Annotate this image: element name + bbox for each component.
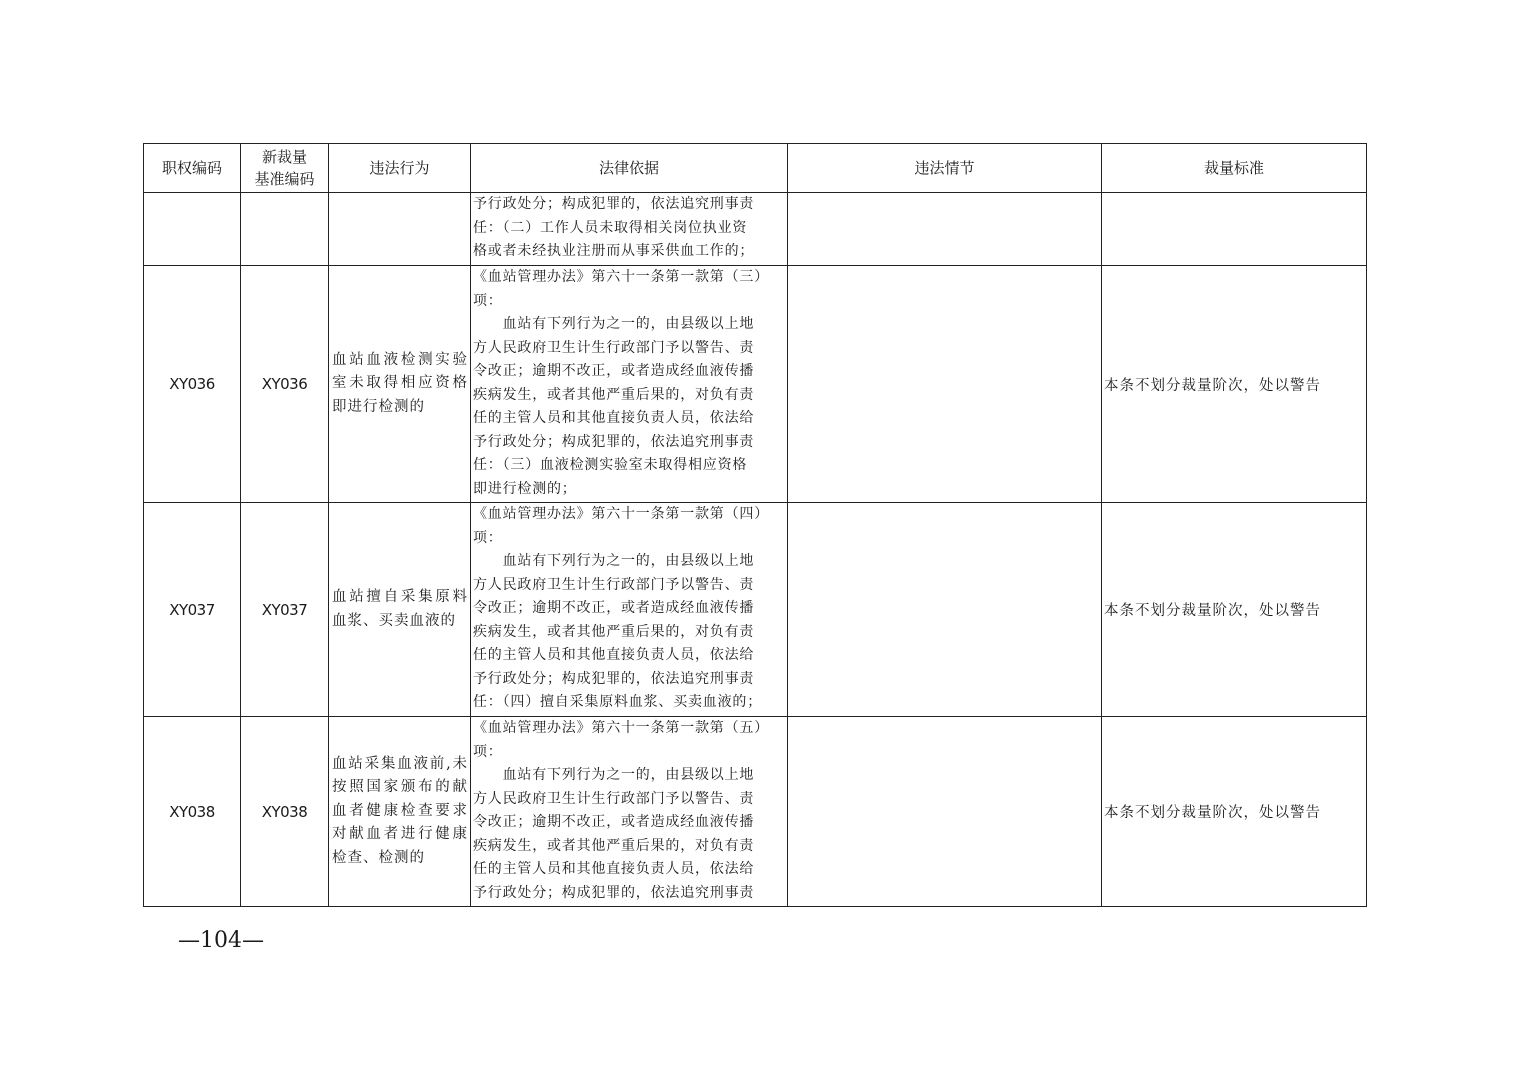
cell-new-code: [241, 193, 329, 266]
cell-basis: [471, 193, 788, 266]
basis-line: 任：（二）工作人员未取得相关岗位执业资: [473, 219, 748, 236]
cell-act: 血站擅自采集原料血浆、买卖血液的: [329, 503, 471, 717]
cell-circumstance: [788, 266, 1102, 503]
basis-line: 项：: [473, 529, 503, 546]
header-code: 职权编码: [144, 144, 241, 193]
cell-code: XY037: [144, 503, 241, 717]
cell-circumstance: [788, 193, 1102, 266]
penalty-discretion-table: [143, 143, 1367, 907]
basis-line: 令改正；逾期不改正，或者造成经血液传播: [473, 814, 755, 830]
cell-act: [329, 193, 471, 266]
basis-line: 令改正；逾期不改正，或者造成经血液传播: [473, 600, 755, 616]
basis-line: 血站有下列行为之一的，由县级以上地: [473, 553, 755, 569]
cell-basis: [471, 717, 788, 907]
cell-standard: 本条不划分裁量阶次，处以警告: [1102, 266, 1367, 503]
basis-line: 予行政处分；构成犯罪的，依法追究刑事责: [473, 670, 755, 687]
basis-line: 予行政处分；构成犯罪的，依法追究刑事责: [473, 196, 755, 212]
header-new-code-line1: 新裁量: [261, 148, 307, 166]
basis-line: 疾病发生，或者其他严重后果的，对负有责: [473, 623, 755, 640]
cell-act: 血站血液检测实验室未取得相应资格即进行检测的: [329, 266, 471, 503]
cell-act: 血站采集血液前,未按照国家颁布的献血者健康检查要求对献血者进行健康检查、检测的: [329, 717, 471, 907]
basis-line: 《血站管理办法》第六十一条第一款第（三）: [473, 269, 769, 285]
cell-basis: [471, 503, 788, 717]
table-row: [144, 503, 1367, 717]
table-body: [144, 193, 1367, 907]
cell-new-code: XY038: [241, 717, 329, 907]
cell-basis: [471, 266, 788, 503]
table-row: [144, 717, 1367, 907]
basis-line: 《血站管理办法》第六十一条第一款第（五）: [473, 720, 769, 736]
basis-line: 血站有下列行为之一的，由县级以上地: [473, 316, 755, 332]
header-new-code-line2: 基准编码: [254, 170, 315, 188]
cell-standard: 本条不划分裁量阶次，处以警告: [1102, 503, 1367, 717]
basis-line: 予行政处分；构成犯罪的，依法追究刑事责: [473, 433, 755, 450]
cell-new-code: XY036: [241, 266, 329, 503]
table-row: [144, 193, 1367, 266]
cell-standard: [1102, 193, 1367, 266]
header-act: 违法行为: [329, 144, 471, 193]
basis-line: 任：（三）血液检测实验室未取得相应资格: [473, 457, 748, 473]
basis-line: 任的主管人员和其他直接负责人员，依法给: [473, 647, 755, 663]
basis-line: 项：: [473, 292, 503, 309]
basis-line: 令改正；逾期不改正，或者造成经血液传播: [473, 363, 755, 379]
basis-line: 予行政处分；构成犯罪的，依法追究刑事责: [473, 884, 755, 901]
table-header-row: [144, 144, 1367, 193]
page-number: —104—: [178, 928, 264, 953]
cell-code: XY036: [144, 266, 241, 503]
basis-line: 血站有下列行为之一的，由县级以上地: [473, 767, 755, 783]
table-row: [144, 266, 1367, 503]
basis-line: 任的主管人员和其他直接负责人员，依法给: [473, 861, 755, 877]
basis-line: 方人民政府卫生计生行政部门予以警告、责: [473, 339, 755, 356]
basis-line: 任：（四）擅自采集原料血浆、买卖血液的；: [473, 694, 762, 710]
cell-standard: 本条不划分裁量阶次，处以警告: [1102, 717, 1367, 907]
cell-circumstance: [788, 503, 1102, 717]
basis-line: 任的主管人员和其他直接负责人员，依法给: [473, 410, 755, 426]
basis-line: 即进行检测的；: [473, 480, 577, 497]
basis-line: 疾病发生，或者其他严重后果的，对负有责: [473, 386, 755, 403]
basis-line: 格或者未经执业注册而从事采供血工作的；: [473, 243, 755, 259]
header-new-code: [241, 144, 329, 193]
basis-line: 疾病发生，或者其他严重后果的，对负有责: [473, 837, 755, 854]
header-standard: 裁量标准: [1102, 144, 1367, 193]
header-basis: 法律依据: [471, 144, 788, 193]
basis-line: 项：: [473, 743, 503, 760]
cell-code: [144, 193, 241, 266]
cell-code: XY038: [144, 717, 241, 907]
cell-circumstance: [788, 717, 1102, 907]
header-circumstance: 违法情节: [788, 144, 1102, 193]
basis-line: 方人民政府卫生计生行政部门予以警告、责: [473, 576, 755, 593]
cell-new-code: XY037: [241, 503, 329, 717]
basis-line: 方人民政府卫生计生行政部门予以警告、责: [473, 790, 755, 807]
basis-line: 《血站管理办法》第六十一条第一款第（四）: [473, 506, 769, 522]
